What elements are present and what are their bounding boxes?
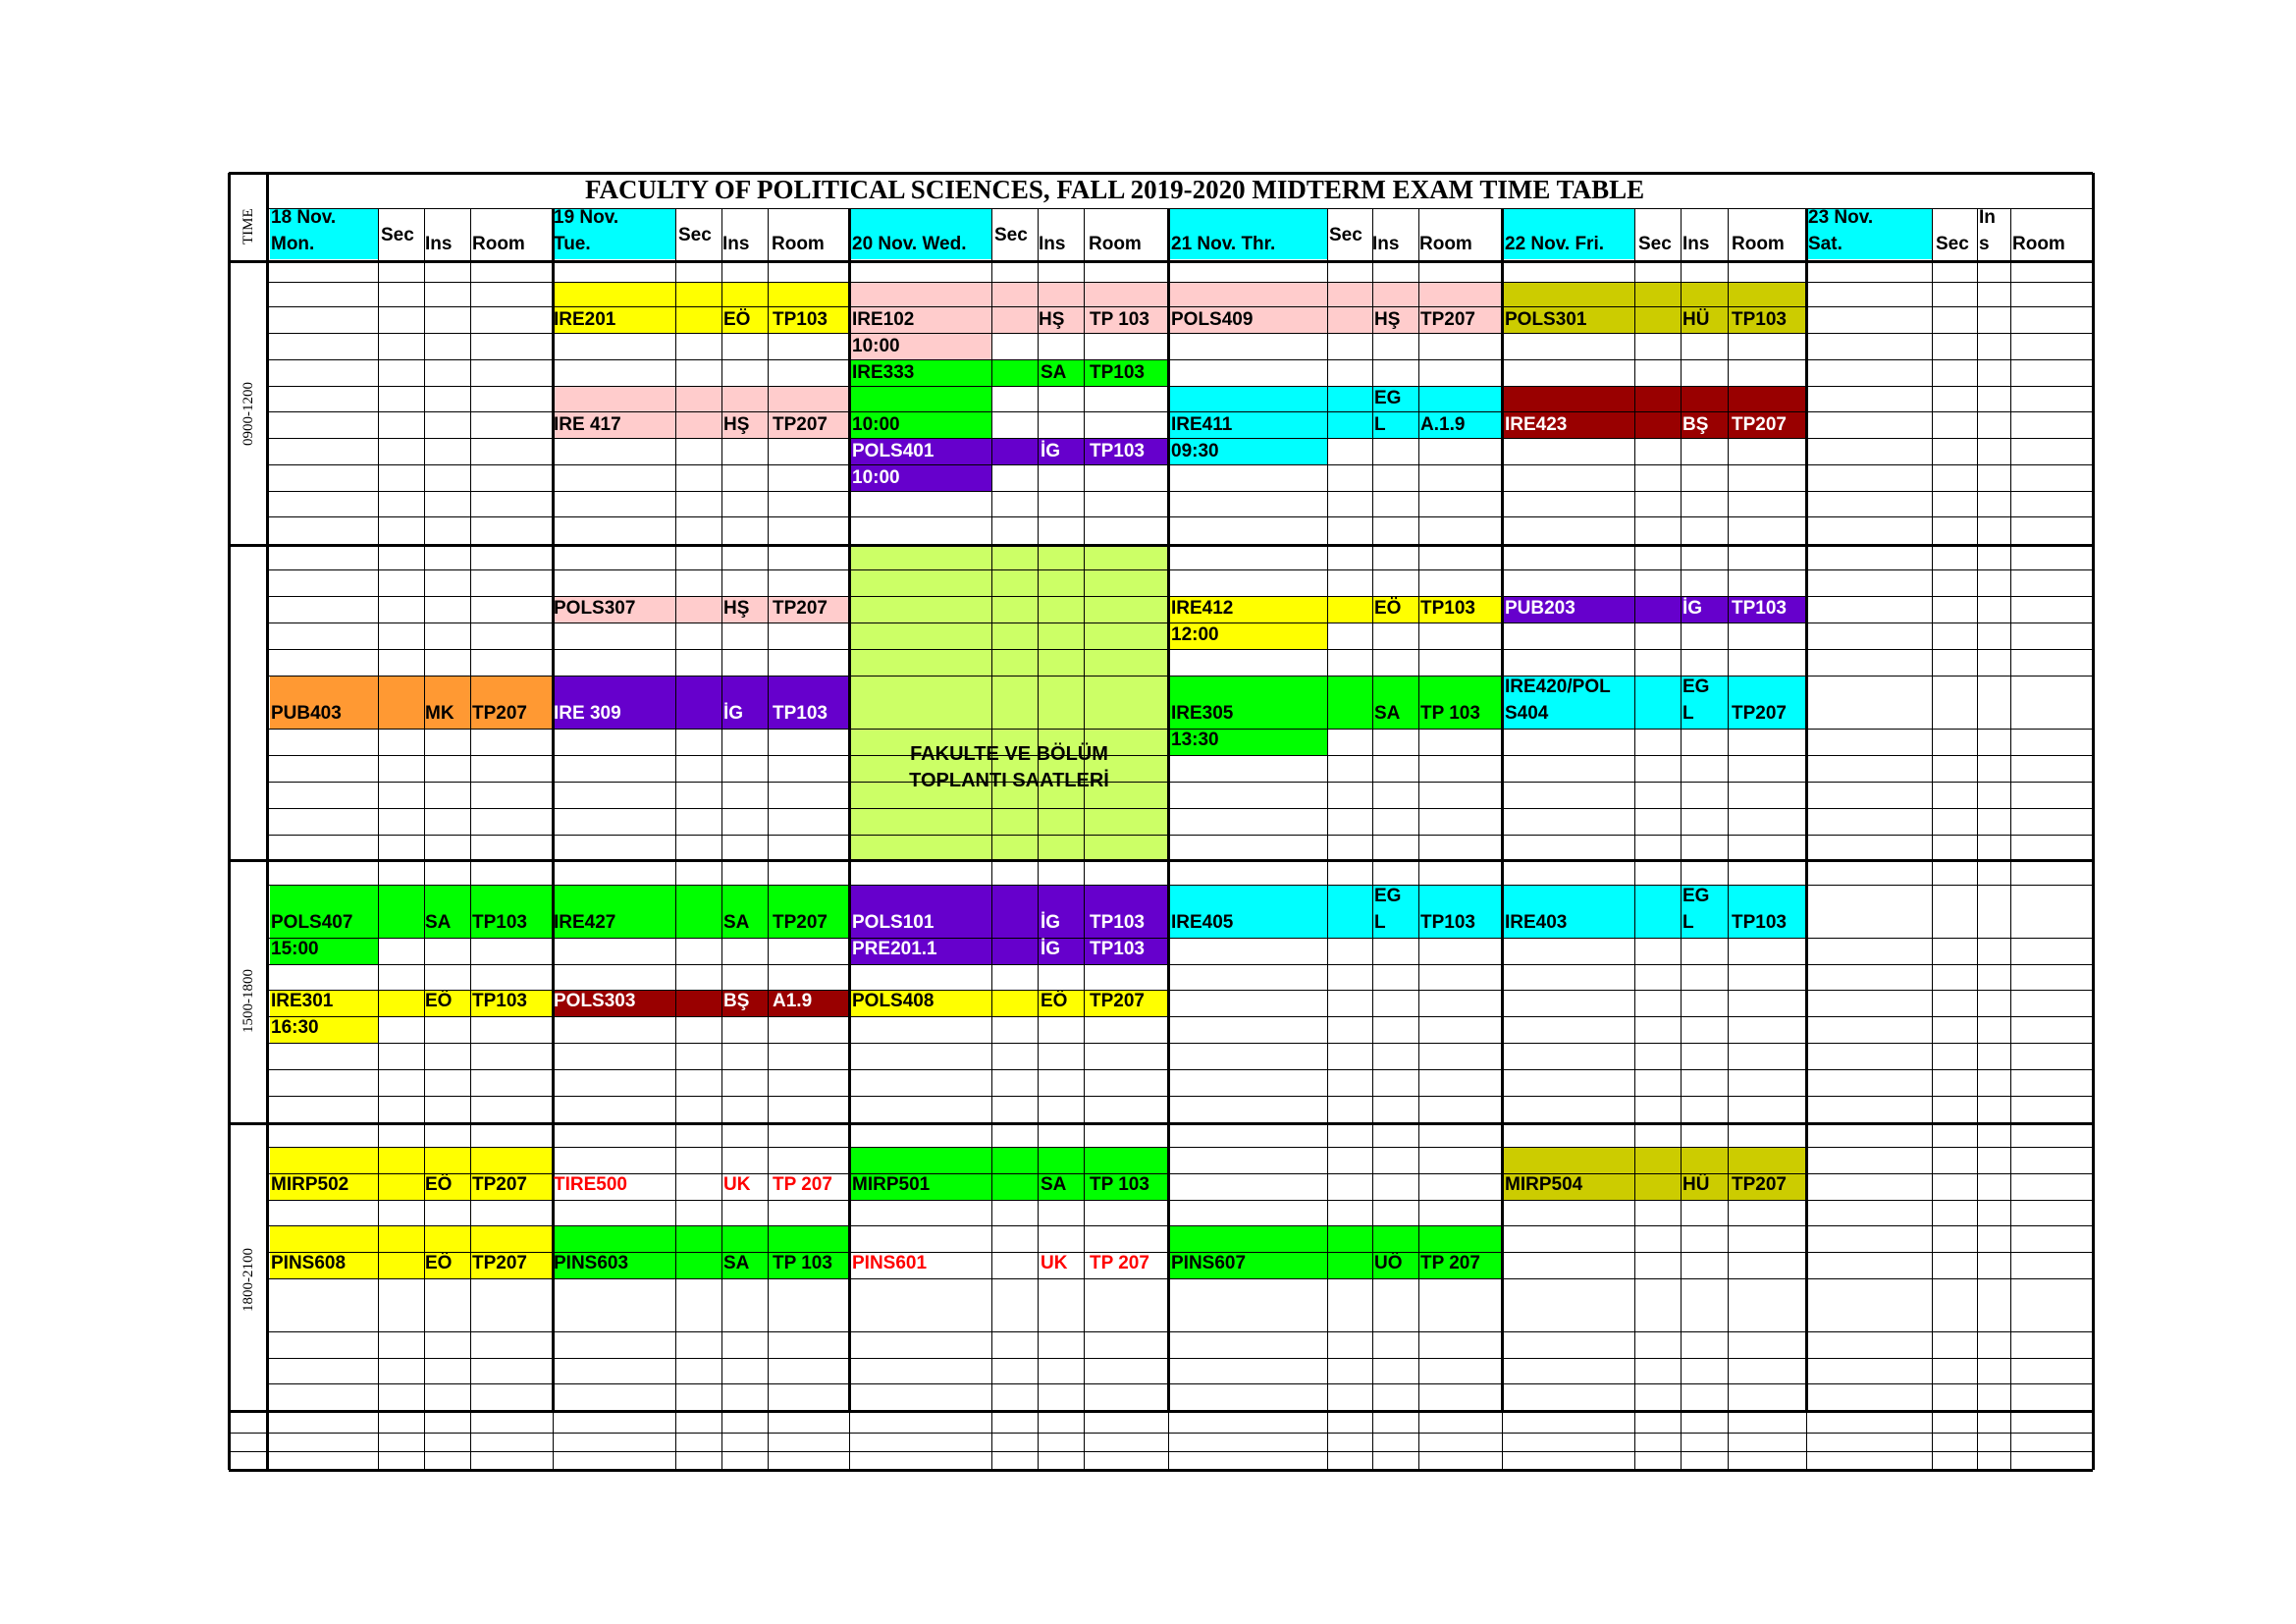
exam-time: 15:00 [271, 939, 319, 959]
grid-line [267, 1069, 2093, 1070]
exam-course: IRE102 [852, 309, 915, 330]
exam-instructor: UK [723, 1174, 751, 1195]
exam-instructor: İG [723, 703, 744, 724]
exam-instructor: EG [1374, 388, 1402, 408]
header-wed-ins: Ins [1039, 234, 1066, 254]
grid-line [1977, 208, 1978, 1470]
exam-instructor: HÜ [1682, 309, 1710, 330]
exam-instructor: EG [1374, 886, 1402, 906]
grid-line [267, 1096, 2093, 1097]
header-fri-room: Room [1732, 234, 1785, 254]
exam-room: TP103 [1732, 598, 1787, 619]
grid-line [2010, 208, 2011, 1470]
grid-line [267, 1147, 2093, 1148]
header-thu-ins: Ins [1372, 234, 1400, 254]
grid-line [1167, 208, 1170, 1411]
exam-course: IRE403 [1505, 912, 1568, 933]
grid-line [1168, 1411, 1169, 1470]
header-mon-room: Room [472, 234, 525, 254]
header-thu-room: Room [1419, 234, 1472, 254]
header-fri-sec: Sec [1638, 234, 1672, 254]
exam-course: POLS401 [852, 441, 934, 461]
grid-line [721, 208, 722, 1470]
meeting-line-2: TOPLANTI SAATLERİ [909, 770, 1109, 791]
exam-instructor: UK [1041, 1253, 1068, 1273]
exam-course: POLS301 [1505, 309, 1587, 330]
time-block-afternoon: 1500-1800 [240, 969, 256, 1033]
grid-line [229, 1433, 2093, 1434]
exam-instructor: EG [1682, 677, 1710, 697]
grid-line [267, 491, 2093, 492]
exam-course: PINS601 [852, 1253, 928, 1273]
exam-instructor: SA [1041, 362, 1067, 383]
meeting-block-label [850, 741, 1168, 794]
header-mon-sec: Sec [381, 225, 414, 245]
grid-line [267, 964, 2093, 965]
exam-room: TP103 [1732, 912, 1787, 933]
header-sat-ins-2: s [1979, 234, 1990, 254]
grid-line [1327, 208, 1328, 1470]
grid-line [229, 859, 2093, 862]
exam-instructor: EÖ [1041, 991, 1068, 1011]
time-block-morning: 0900-1200 [240, 382, 256, 446]
exam-room: TP103 [1090, 441, 1145, 461]
grid-line [267, 755, 2093, 756]
exam-course: TIRE500 [554, 1174, 627, 1195]
grid-line [267, 464, 2093, 465]
exam-room: TP103 [1420, 598, 1475, 619]
grid-line [229, 1469, 2093, 1472]
exam-instructor: EÖ [425, 1174, 453, 1195]
exam-instructor-2: L [1374, 414, 1386, 435]
exam-room: TP 103 [773, 1253, 832, 1273]
exam-time: 10:00 [852, 414, 900, 435]
grid-line [267, 1173, 2093, 1174]
grid-line [553, 1411, 554, 1470]
grid-line [675, 208, 676, 1470]
grid-line [267, 306, 2093, 307]
exam-course: IRE 417 [554, 414, 621, 435]
grid-line [229, 1410, 2093, 1413]
exam-course: MIRP502 [271, 1174, 349, 1195]
exam-instructor: HŞ [723, 414, 750, 435]
exam-instructor: İG [1041, 912, 1061, 933]
grid-line [424, 208, 425, 1470]
exam-instructor: SA [723, 1253, 750, 1273]
header-sat-date: 23 Nov. [1808, 207, 1874, 228]
grid-line [470, 208, 471, 1470]
exam-course: PINS608 [271, 1253, 347, 1273]
grid-line [267, 1200, 2093, 1201]
exam-instructor: UÖ [1374, 1253, 1403, 1273]
grid-line [267, 1043, 2093, 1044]
header-tue-date: 19 Nov. [554, 207, 619, 228]
header-wed-room: Room [1089, 234, 1142, 254]
grid-line [267, 1331, 2093, 1332]
grid-line [267, 282, 2093, 283]
header-wed-date: 20 Nov. Wed. [852, 234, 967, 254]
grid-line [1634, 208, 1635, 1470]
grid-line [267, 1225, 2093, 1226]
grid-line [267, 676, 2093, 677]
grid-line [378, 208, 379, 1470]
header-fri-ins: Ins [1682, 234, 1710, 254]
meeting-line-1: FAKULTE VE BÖLÜM [910, 743, 1108, 765]
exam-instructor: EG [1682, 886, 1710, 906]
exam-course-2: S404 [1505, 703, 1549, 724]
exam-course-2: PRE201.1 [852, 939, 937, 959]
grid-line [267, 938, 2093, 939]
header-thu-sec: Sec [1329, 225, 1362, 245]
exam-course: IRE305 [1171, 703, 1234, 724]
exam-course: IRE423 [1505, 414, 1568, 435]
exam-instructor-2: İG [1041, 939, 1061, 959]
header-sat-sec: Sec [1936, 234, 1969, 254]
grid-line [267, 649, 2093, 650]
exam-room: TP207 [1732, 414, 1787, 435]
exam-instructor: EÖ [1374, 598, 1402, 619]
exam-instructor: EÖ [425, 1253, 453, 1273]
exam-room: TP103 [1090, 912, 1145, 933]
exam-instructor: EÖ [425, 991, 453, 1011]
exam-instructor: EÖ [723, 309, 751, 330]
exam-course: POLS407 [271, 912, 353, 933]
exam-instructor-2: L [1374, 912, 1386, 933]
exam-course: IRE411 [1171, 414, 1233, 435]
grid-line [267, 885, 2093, 886]
exam-instructor-2: L [1682, 703, 1694, 724]
header-mon-date: 18 Nov. [271, 207, 337, 228]
exam-room: A.1.9 [1420, 414, 1466, 435]
exam-room: TP 207 [1090, 1253, 1149, 1273]
grid-line [267, 569, 2093, 570]
exam-room: TP 207 [773, 1174, 832, 1195]
exam-course: IRE427 [554, 912, 616, 933]
exam-course: IRE333 [852, 362, 915, 383]
grid-line [267, 438, 2093, 439]
exam-time: 10:00 [852, 336, 900, 356]
grid-line [267, 411, 2093, 412]
grid-line [267, 1358, 2093, 1359]
exam-instructor: BŞ [723, 991, 750, 1011]
exam-room: TP207 [773, 912, 828, 933]
grid-line [267, 1016, 2093, 1017]
time-block-evening: 1800-2100 [240, 1248, 256, 1312]
header-sat-room: Room [2012, 234, 2065, 254]
exam-room: TP207 [472, 1174, 527, 1195]
exam-room: TP207 [1732, 1174, 1787, 1195]
grid-line [229, 544, 2093, 547]
exam-instructor: HÜ [1682, 1174, 1710, 1195]
exam-room: TP103 [1732, 309, 1787, 330]
grid-line [1805, 208, 1808, 1411]
header-tue-sec: Sec [678, 225, 712, 245]
grid-line [991, 208, 992, 1470]
exam-instructor: SA [1041, 1174, 1067, 1195]
exam-room: TP207 [472, 703, 527, 724]
grid-line [552, 208, 555, 1411]
exam-course: IRE420/POL [1505, 677, 1611, 697]
grid-line [229, 1451, 2093, 1452]
page-title: FACULTY OF POLITICAL SCIENCES, FALL 2019-2020 MIDTERM EXAM TIME TABLE [585, 175, 1645, 204]
cell-fill-lime [849, 546, 1168, 860]
grid-line [229, 260, 2093, 263]
header-tue-day: Tue. [554, 234, 591, 254]
exam-room: TP207 [1732, 703, 1787, 724]
exam-time: 09:30 [1171, 441, 1219, 461]
exam-instructor: İG [1041, 441, 1061, 461]
exam-room: TP207 [773, 598, 828, 619]
header-fri-date: 22 Nov. Fri. [1505, 234, 1605, 254]
exam-time: 16:30 [271, 1017, 319, 1038]
grid-line [848, 208, 851, 1411]
exam-course: PINS603 [554, 1253, 629, 1273]
exam-course: IRE412 [1171, 598, 1234, 619]
exam-course: IRE201 [554, 309, 616, 330]
grid-line [267, 808, 2093, 809]
exam-instructor-2: L [1682, 912, 1694, 933]
exam-course: POLS408 [852, 991, 934, 1011]
exam-room: TP207 [1090, 991, 1145, 1011]
exam-room: TP 207 [1420, 1253, 1480, 1273]
exam-room: TP 103 [1090, 309, 1149, 330]
exam-time: 12:00 [1171, 624, 1219, 645]
exam-room: TP103 [1420, 912, 1475, 933]
exam-time: 13:30 [1171, 730, 1219, 750]
exam-room: TP103 [472, 991, 527, 1011]
exam-room: TP103 [773, 703, 828, 724]
exam-instructor: SA [723, 912, 750, 933]
exam-room: TP207 [472, 1253, 527, 1273]
grid-line [266, 173, 269, 1470]
grid-line [1084, 208, 1085, 1470]
grid-line [267, 359, 2093, 360]
time-header: TIME [240, 208, 256, 244]
grid-line [267, 386, 2093, 387]
header-mon-ins: Ins [425, 234, 453, 254]
header-tue-room: Room [772, 234, 825, 254]
grid-line [1372, 208, 1373, 1470]
exam-room: TP103 [773, 309, 828, 330]
grid-line [1501, 208, 1504, 1411]
grid-line [267, 990, 2093, 991]
header-mon-day: Mon. [271, 234, 315, 254]
exam-course: PINS607 [1171, 1253, 1247, 1273]
grid-line [768, 208, 769, 1470]
exam-instructor: HŞ [723, 598, 750, 619]
exam-course: IRE405 [1171, 912, 1234, 933]
exam-course: MIRP501 [852, 1174, 931, 1195]
exam-room: TP207 [773, 414, 828, 435]
exam-course: IRE 309 [554, 703, 621, 724]
exam-instructor: HŞ [1374, 309, 1401, 330]
exam-room-2: TP103 [1090, 939, 1145, 959]
header-thu-date: 21 Nov. Thr. [1171, 234, 1276, 254]
exam-room: A1.9 [773, 991, 813, 1011]
exam-room: TP103 [472, 912, 527, 933]
grid-line [1418, 208, 1419, 1470]
header-sat-ins: In [1979, 207, 1996, 228]
exam-instructor: SA [425, 912, 452, 933]
grid-line [849, 1411, 850, 1470]
grid-line [1932, 208, 1933, 1470]
exam-course: IRE301 [271, 991, 334, 1011]
exam-course: POLS303 [554, 991, 636, 1011]
exam-course: POLS101 [852, 912, 934, 933]
grid-line [267, 1278, 2093, 1279]
exam-room: TP103 [1090, 362, 1145, 383]
exam-course: PUB203 [1505, 598, 1575, 619]
exam-instructor: İG [1682, 598, 1703, 619]
exam-room: TP 103 [1090, 1174, 1149, 1195]
grid-line [229, 1122, 2093, 1125]
exam-course: MIRP504 [1505, 1174, 1583, 1195]
exam-instructor: HŞ [1039, 309, 1065, 330]
exam-course: POLS307 [554, 598, 636, 619]
grid-line [267, 835, 2093, 836]
header-tue-ins: Ins [722, 234, 750, 254]
exam-instructor: BŞ [1682, 414, 1709, 435]
grid-line [267, 333, 2093, 334]
grid-line [2092, 173, 2095, 1470]
grid-line [1806, 1411, 1807, 1470]
exam-room: TP207 [1420, 309, 1475, 330]
grid-line [267, 516, 2093, 517]
exam-instructor: SA [1374, 703, 1401, 724]
grid-line [267, 1383, 2093, 1384]
grid-line [1038, 208, 1039, 1470]
header-sat-day: Sat. [1808, 234, 1842, 254]
grid-line [267, 782, 2093, 783]
exam-course: PUB403 [271, 703, 342, 724]
grid-line [1728, 208, 1729, 1470]
grid-line [228, 173, 231, 1470]
grid-line [1502, 1411, 1503, 1470]
exam-course: POLS409 [1171, 309, 1254, 330]
exam-room: TP 103 [1420, 703, 1480, 724]
grid-line [1681, 208, 1682, 1470]
exam-instructor: MK [425, 703, 454, 724]
header-wed-sec: Sec [994, 225, 1028, 245]
exam-time: 10:00 [852, 467, 900, 488]
